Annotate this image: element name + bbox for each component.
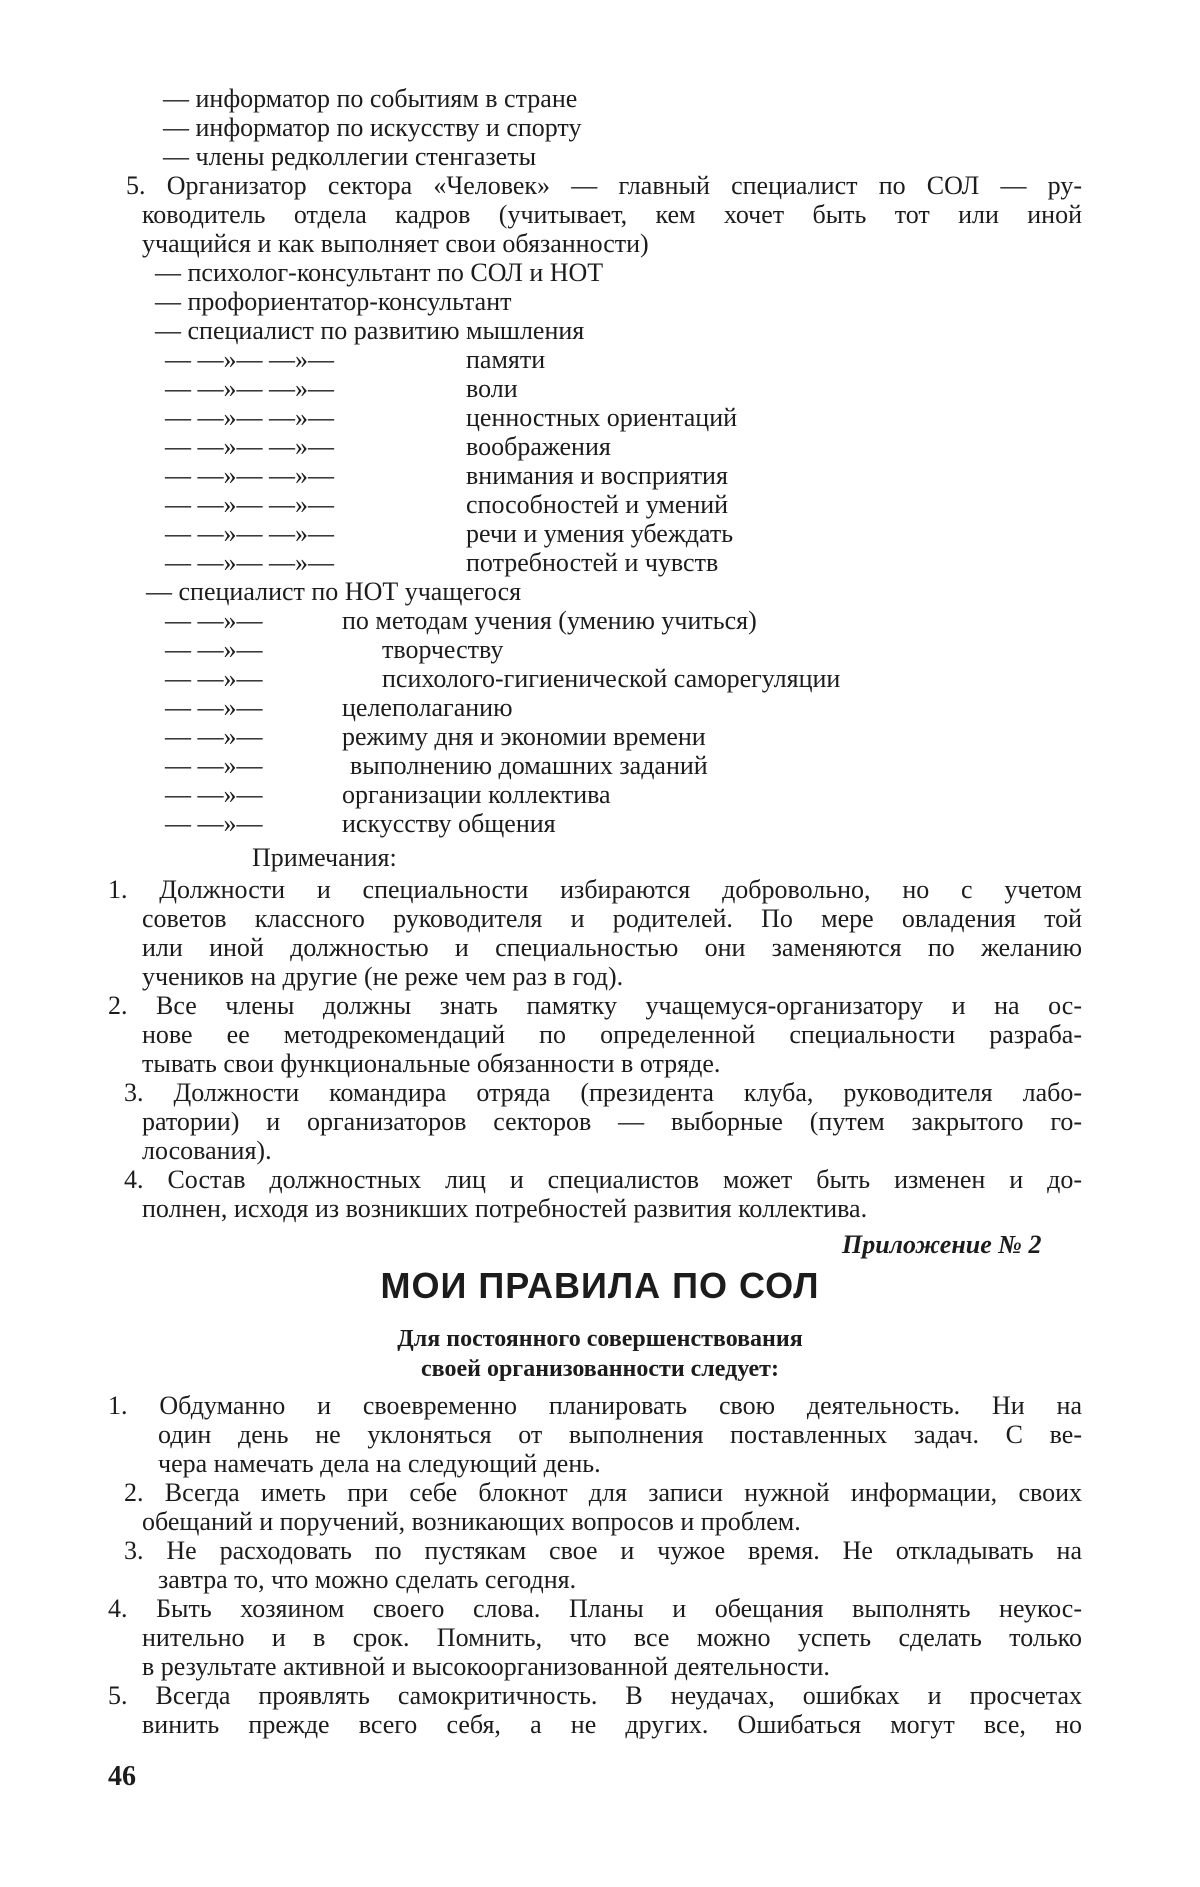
note-line: 3. Должности командира отряда (президента клуба, руководителя лабо-	[124, 1078, 1082, 1107]
ditto-text: памяти	[466, 345, 546, 374]
rules-subtitle-line: Для постоянного совершенствования	[397, 1326, 803, 1352]
page-number: 46	[108, 1761, 136, 1792]
note-line: лосования).	[142, 1136, 272, 1165]
ditto-marks: — —»—	[165, 664, 263, 693]
note-line: советов классного руководителя и родителей. По мере овладения той	[142, 904, 1082, 933]
note-line: или иной должностью и специальностью они заменяются по желанию	[142, 933, 1082, 962]
ditto-marks: — —»— —»—	[165, 345, 334, 374]
ditto-marks: — —»— —»—	[165, 519, 334, 548]
note-line: 4. Состав должностных лиц и специалистов может быть изменен и до-	[124, 1165, 1082, 1194]
note-line: 2. Все члены должны знать памятку учащемуся-организатору и на ос-	[108, 991, 1082, 1020]
rules-title: МОИ ПРАВИЛА ПО СОЛ	[380, 1265, 820, 1306]
rule-line: 1. Обдуманно и своевременно планировать свою деятельность. Ни на	[108, 1391, 1082, 1420]
item5-line: 5. Организатор сектора «Человек» — главный специалист по СОЛ — ру-	[126, 171, 1082, 200]
appendix-label: Приложение № 2	[842, 1230, 1042, 1259]
ditto-marks: — —»— —»—	[165, 432, 334, 461]
item5-line: учащийся и как выполняет свои обязанности)	[142, 229, 649, 258]
note-line: нове ее методрекомендаций по определенной специальности разраба-	[142, 1020, 1082, 1049]
rule-line: винить прежде всего себя, а не других. Ошибаться могут все, но	[142, 1710, 1082, 1739]
ditto-text: речи и умения убеждать	[466, 519, 734, 548]
role-line: — специалист по НОТ учащегося	[146, 577, 522, 606]
ditto-text: психолого-гигиенической саморегуляции	[382, 664, 841, 693]
rule-line: 4. Быть хозяином своего слова. Планы и обещания выполнять неукос-	[108, 1594, 1082, 1623]
ditto-marks: — —»—	[165, 693, 263, 722]
ditto-marks: — —»— —»—	[165, 403, 334, 432]
ditto-text: творчеству	[382, 635, 504, 664]
ditto-text: воображения	[466, 432, 611, 461]
role-line: — информатор по искусству и спорту	[163, 113, 582, 142]
ditto-marks: — —»—	[165, 606, 263, 635]
note-line: 1. Должности и специальности избираются добровольно, но с учетом	[108, 875, 1082, 904]
ditto-marks: — —»—	[165, 722, 263, 751]
rules-subtitle-line: своей организованности следует:	[421, 1356, 779, 1382]
rule-line: 5. Всегда проявлять самокритичность. В неудачах, ошибках и просчетах	[108, 1681, 1082, 1710]
ditto-text: потребностей и чувств	[466, 548, 719, 577]
item5-line: ководитель отдела кадров (учитывает, кем хочет быть тот или иной	[142, 200, 1082, 229]
role-line: — психолог-консультант по СОЛ и НОТ	[155, 258, 604, 287]
role-line: — информатор по событиям в стране	[163, 84, 578, 113]
ditto-text: по методам учения (умению учиться)	[342, 606, 757, 635]
role-line: — профориентатор-консультант	[155, 287, 512, 316]
ditto-text: воли	[466, 374, 518, 403]
ditto-text: искусству общения	[342, 809, 556, 838]
ditto-marks: — —»— —»—	[165, 461, 334, 490]
note-line: ратории) и организаторов секторов — выборные (путем закрытого го-	[142, 1107, 1082, 1136]
ditto-text: режиму дня и экономии времени	[342, 722, 706, 751]
rule-line: один день не уклоняться от выполнения поставленных задач. С ве-	[158, 1420, 1082, 1449]
ditto-text: внимания и восприятия	[466, 461, 728, 490]
ditto-marks: — —»—	[165, 780, 263, 809]
ditto-text: способностей и умений	[466, 490, 729, 519]
ditto-text: организации коллектива	[342, 780, 611, 809]
ditto-marks: — —»—	[165, 635, 263, 664]
ditto-marks: — —»— —»—	[165, 374, 334, 403]
role-line: — члены редколлегии стенгазеты	[163, 142, 537, 171]
ditto-text: целеполаганию	[342, 693, 513, 722]
ditto-marks: — —»—	[165, 809, 263, 838]
ditto-marks: — —»— —»—	[165, 548, 334, 577]
rule-line: обещаний и поручений, возникающих вопросов и проблем.	[142, 1507, 801, 1536]
note-line: полнен, исходя из возникших потребностей развития коллектива.	[142, 1194, 868, 1223]
ditto-marks: — —»—	[165, 751, 263, 780]
rule-line: 2. Всегда иметь при себе блокнот для записи нужной информации, своих	[124, 1478, 1082, 1507]
ditto-marks: — —»— —»—	[165, 490, 334, 519]
note-line: учеников на другие (не реже чем раз в год).	[142, 962, 624, 991]
ditto-text: выполнению домашних заданий	[350, 751, 708, 780]
rule-line: нительно и в срок. Помнить, что все можно успеть сделать только	[142, 1623, 1082, 1652]
role-line: — специалист по развитию мышления	[155, 316, 585, 345]
note-line: тывать свои функциональные обязанности в отряде.	[142, 1049, 721, 1078]
notes-heading: Примечания:	[252, 843, 397, 872]
rule-line: завтра то, что можно сделать сегодня.	[158, 1565, 577, 1594]
rule-line: чера намечать дела на следующий день.	[158, 1449, 601, 1478]
rule-line: 3. Не расходовать по пустякам свое и чужое время. Не откладывать на	[124, 1536, 1082, 1565]
ditto-text: ценностных ориентаций	[466, 403, 738, 432]
rule-line: в результате активной и высокоорганизованной деятельности.	[142, 1652, 830, 1681]
